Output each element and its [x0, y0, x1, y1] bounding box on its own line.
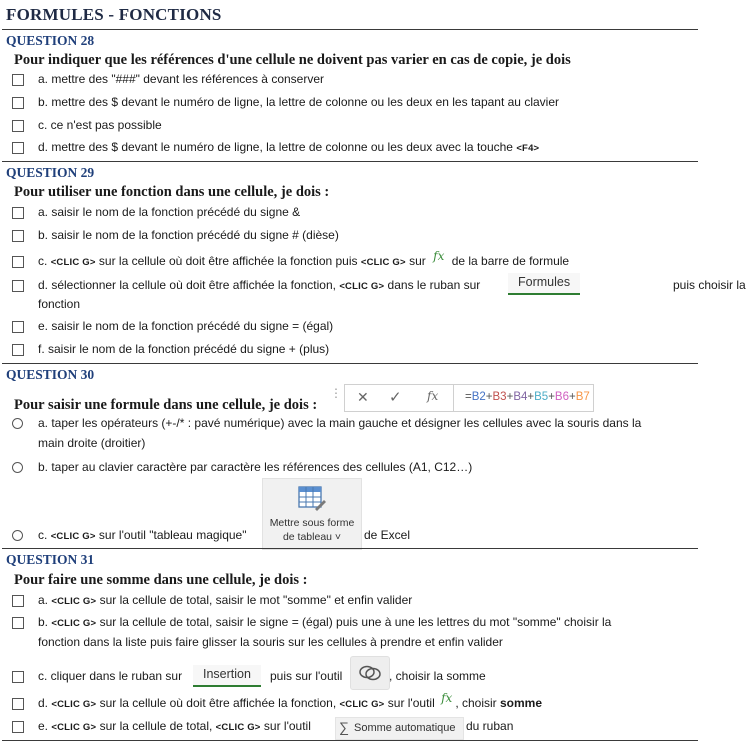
recommended-charts-tool[interactable]	[350, 656, 390, 690]
option-text: c. cliquer dans le ruban sur	[38, 669, 183, 683]
divider	[2, 161, 698, 162]
question-31-prompt: Pour faire une somme dans une cellule, je dois :	[14, 572, 308, 588]
fx-icon[interactable]: fx	[427, 389, 439, 403]
option-text-line2: fonction	[38, 297, 81, 311]
formula-token: +	[527, 391, 535, 403]
option-text-end: , choisir la somme	[389, 669, 486, 683]
question-31-heading: QUESTION 31	[6, 552, 95, 567]
option-text: e. saisir le nom de la fonction précédé du signe = (égal)	[38, 319, 334, 333]
option-text-line2: fonction dans la liste puis faire glisser la souris sur les cellules à prendre et enfin valider	[38, 635, 503, 649]
option-text-mid: puis sur l'outil	[270, 669, 343, 683]
option-text: b. saisir le nom de la fonction précédé du signe # (dièse)	[38, 228, 339, 242]
format-as-table-tool[interactable]	[262, 478, 362, 550]
ribbon-tab-formules[interactable]: Formules	[508, 273, 580, 295]
divider	[2, 548, 698, 549]
fx-icon: fx	[441, 691, 453, 705]
option-text: d. mettre des $ devant le numéro de ligne, la lettre de colonne ou les deux avec la touche <F4>	[38, 140, 540, 154]
divider	[2, 740, 698, 741]
checkbox[interactable]	[12, 595, 24, 607]
radio-button[interactable]	[12, 462, 23, 473]
table-format-icon	[297, 485, 327, 513]
option-text: d. sélectionner la cellule où doit être affichée la fonction, <CLIC G> dans le ruban sur	[38, 278, 481, 292]
key-label: <F4>	[516, 143, 540, 154]
option-text-end: puis choisir la	[673, 278, 746, 292]
option-text: c. <CLIC G> sur l'outil "tableau magique"	[38, 528, 247, 542]
tool-label-line2: de tableau ˅	[282, 531, 342, 543]
option-text: d. <CLIC G> sur la cellule où doit être affichée la fonction, <CLIC G> sur l'outil fx , choisir somme	[38, 691, 543, 710]
divider	[2, 29, 698, 30]
page-title: FORMULES - FONCTIONS	[6, 5, 222, 24]
checkbox[interactable]	[12, 671, 24, 683]
radio-button[interactable]	[12, 530, 23, 541]
formula-token: B7	[575, 391, 590, 403]
checkbox[interactable]	[12, 97, 24, 109]
option-text-line2: main droite (droitier)	[38, 436, 146, 450]
checkbox[interactable]	[12, 142, 24, 154]
option-text-end: de Excel	[364, 528, 411, 542]
cancel-icon[interactable]: ✕	[357, 389, 369, 405]
checkbox[interactable]	[12, 256, 24, 268]
formula-token: B2	[471, 391, 486, 403]
tool-label: Somme automatique	[354, 722, 456, 734]
formula-token: B5	[534, 391, 549, 403]
option-text: f. saisir le nom de la fonction précédé du signe + (plus)	[38, 342, 330, 356]
checkbox[interactable]	[12, 280, 24, 292]
formula-token: +	[568, 391, 576, 403]
formula-token: B4	[513, 391, 528, 403]
formula-token: B3	[492, 391, 507, 403]
question-29-heading: QUESTION 29	[6, 165, 95, 180]
option-text: a. taper les opérateurs (+-/* : pavé numérique) avec la main gauche et désigner les cellules avec la souris dans la	[38, 416, 642, 430]
question-29-prompt: Pour utiliser une fonction dans une cellule, je dois :	[14, 184, 330, 200]
formula-input[interactable]	[465, 391, 590, 403]
checkbox[interactable]	[12, 230, 24, 242]
checkbox[interactable]	[12, 321, 24, 333]
option-text-end: du ruban	[466, 719, 514, 733]
option-text: c. <CLIC G> sur la cellule où doit être affichée la fonction puis <CLIC G> sur fx de la barre de formule	[38, 249, 570, 268]
formula-token: +	[485, 391, 493, 403]
divider	[2, 363, 698, 364]
autosum-tool[interactable]	[335, 717, 464, 740]
grip-icon: ⋮	[330, 386, 342, 400]
fx-icon: fx	[433, 249, 445, 263]
formula-token: =	[465, 391, 472, 403]
enter-check-icon[interactable]: ✓	[389, 389, 402, 406]
checkbox[interactable]	[12, 120, 24, 132]
separator	[453, 385, 454, 411]
checkbox[interactable]	[12, 617, 24, 629]
formula-token: +	[548, 391, 555, 403]
checkbox[interactable]	[12, 698, 24, 710]
option-text: b. taper au clavier caractère par caractère les références des cellules (A1, C12…)	[38, 460, 473, 474]
question-28-heading: QUESTION 28	[6, 33, 95, 48]
option-text: a. <CLIC G> sur la cellule de total, saisir le mot "somme" et enfin valider	[38, 593, 413, 607]
option-text: e. <CLIC G> sur la cellule de total, <CLIC G> sur l'outil	[38, 719, 311, 733]
formula-token: B6	[554, 391, 569, 403]
option-text: a. saisir le nom de la fonction précédé du signe &	[38, 205, 301, 219]
ribbon-tab-insertion[interactable]: Insertion	[193, 665, 261, 687]
question-30-prompt: Pour saisir une formule dans une cellule, je dois :	[14, 397, 318, 413]
question-30-heading: QUESTION 30	[6, 367, 95, 382]
option-text: a. mettre des "###" devant les références à conserver	[38, 72, 325, 86]
sigma-icon: ∑	[339, 719, 349, 735]
option-text: b. <CLIC G> sur la cellule de total, saisir le signe = (égal) puis une à une les lettres du mot "somme" choisir la	[38, 615, 612, 629]
checkbox[interactable]	[12, 344, 24, 356]
formula-token: +	[506, 391, 514, 403]
chain-link-icon	[358, 663, 382, 683]
tool-label-line1: Mettre sous forme	[269, 517, 355, 529]
option-text: b. mettre des $ devant le numéro de ligne, la lettre de colonne ou les deux en les tapant au clavier	[38, 95, 559, 109]
radio-button[interactable]	[12, 418, 23, 429]
formula-bar	[344, 384, 594, 412]
option-text: c. ce n'est pas possible	[38, 118, 162, 132]
question-28-prompt: Pour indiquer que les références d'une cellule ne doivent pas varier en cas de copie, je dois	[14, 52, 571, 68]
checkbox[interactable]	[12, 721, 24, 733]
checkbox[interactable]	[12, 74, 24, 86]
checkbox[interactable]	[12, 207, 24, 219]
